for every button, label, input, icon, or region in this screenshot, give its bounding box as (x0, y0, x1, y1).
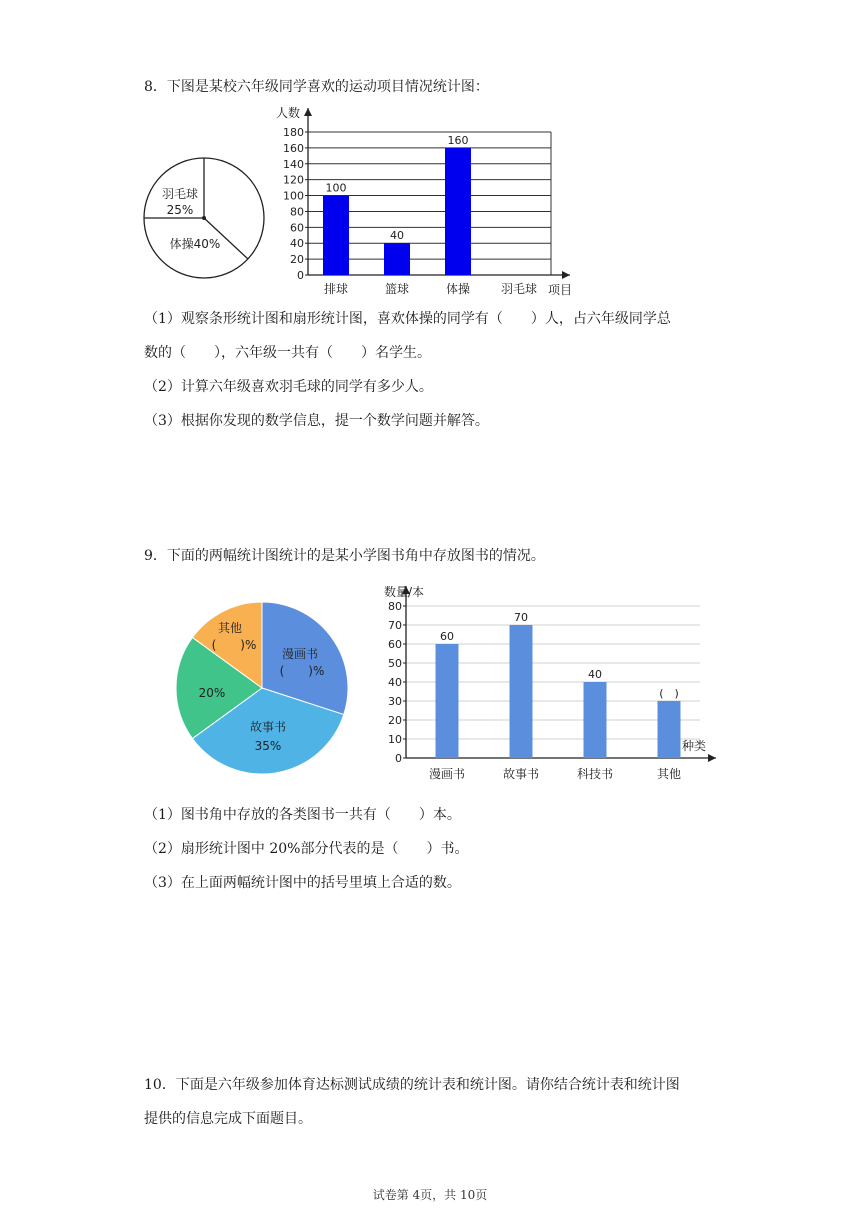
q9-bar-ylabel: 数量/本 (384, 585, 425, 599)
q9-pie-story-label: 故事书 (249, 720, 287, 734)
q9-bar-data-label: 70 (514, 611, 528, 624)
q9-bar-chart (370, 578, 720, 788)
q9-bar-bar (584, 682, 607, 758)
q8-bar-category-label: 体操 (445, 282, 471, 296)
q9-bar-data-label: ( ) (659, 687, 679, 700)
q8-pie-badminton-label: 羽毛球 (161, 187, 199, 201)
q9-pie-story-pct: 35% (254, 739, 282, 753)
q8-bar-xlabel: 项目 (548, 283, 573, 297)
q8-bar-y-axis-arrow (304, 108, 312, 116)
q8-bar-ytick-label: 0 (297, 269, 304, 282)
q9-pie-chart (172, 600, 352, 780)
q9-bar-ytick-label: 70 (388, 619, 402, 632)
q8-bar-ytick-label: 180 (283, 126, 304, 139)
q8-sub1-line2: 数的（ ），六年级一共有（ ）名学生。 (144, 345, 431, 361)
q8-pie-gym-label: 体操40% (169, 237, 221, 251)
q8-bar-chart (270, 100, 590, 300)
q9-bar-xlabel: 种类 (682, 739, 707, 753)
q8-bar-ylabel: 人数 (276, 106, 301, 120)
q9-bar-ytick-label: 50 (388, 657, 402, 670)
q8-bar-ytick-label: 140 (283, 157, 304, 171)
q8-bar-bar (323, 196, 349, 275)
q9-sub1: （1）图书角中存放的各类图书一共有（ ）本。 (144, 807, 461, 823)
q9-bar-category-label: 其他 (656, 767, 682, 781)
q8-bar-ytick-label: 120 (283, 173, 304, 187)
q8-bar-category-label: 篮球 (384, 282, 410, 296)
q8-bar-bar (384, 243, 410, 275)
q8-bar-ytick-label: 160 (283, 141, 304, 155)
q9-bar-x-axis-arrow (708, 754, 716, 762)
q9-bar-data-label: 60 (440, 630, 454, 643)
q9-title: 9．下面的两幅统计图统计的是某小学图书角中存放图书的情况。 (144, 548, 545, 564)
q8-sub3: （3）根据你发现的数学信息，提一个数学问题并解答。 (144, 413, 489, 429)
q9-pie-comic-label: 漫画书 (281, 647, 319, 661)
q8-bar-category-label: 排球 (323, 282, 349, 296)
q9-bar-ytick-label: 20 (388, 714, 402, 727)
q9-bar-ytick-label: 80 (388, 600, 402, 613)
q10-line1: 10．下面是六年级参加体育达标测试成绩的统计表和统计图。请你结合统计表和统计图 (144, 1077, 680, 1093)
q8-bar-data-label: 100 (325, 181, 347, 195)
q9-bar-ytick-label: 0 (395, 752, 402, 765)
q8-bar-data-label: 160 (447, 133, 469, 147)
q8-bar-data-label: 40 (390, 229, 404, 243)
q9-bar-category-label: 科技书 (576, 767, 614, 781)
q9-bar-bar (658, 701, 681, 758)
page-footer: 试卷第 4页，共 10页 (372, 1188, 488, 1202)
q9-sub2: （2）扇形统计图中 20%部分代表的是（ ）书。 (144, 841, 469, 857)
q9-sub3: （3）在上面两幅统计图中的括号里填上合适的数。 (144, 875, 461, 891)
q9-bar-bar (510, 625, 533, 758)
q8-bar-bar (445, 148, 471, 275)
q9-bar-data-label: 40 (588, 668, 602, 681)
q8-bar-ytick-label: 20 (290, 253, 304, 267)
q9-bar-category-label: 漫画书 (428, 767, 466, 781)
q8-sub2: （2）计算六年级喜欢羽毛球的同学有多少人。 (144, 379, 433, 395)
q9-bar-ytick-label: 30 (388, 695, 402, 708)
q9-pie-comic-blank: ( )% (279, 664, 325, 678)
q8-sub1-line1: （1）观察条形统计图和扇形统计图，喜欢体操的同学有（ ）人，占六年级同学总 (144, 311, 671, 327)
q8-pie-badminton-pct: 25% (166, 203, 194, 217)
q9-bar-bar (436, 644, 459, 758)
q8-bar-ytick-label: 100 (283, 189, 304, 203)
q8-bar-x-axis-arrow (562, 271, 570, 279)
q8-pie-chart (136, 148, 276, 288)
q9-pie-other-blank: ( )% (211, 638, 257, 652)
q9-pie-other-label: 其他 (217, 621, 243, 635)
q8-bar-ytick-label: 80 (290, 205, 304, 219)
q8-title: 8．下图是某校六年级同学喜欢的运动项目情况统计图： (144, 79, 489, 95)
q9-bar-ytick-label: 10 (388, 733, 402, 746)
q8-bar-ytick-label: 40 (290, 237, 304, 251)
q9-pie-unknown-pct: 20% (198, 686, 226, 700)
q8-bar-category-label: 羽毛球 (500, 282, 538, 296)
q9-bar-category-label: 故事书 (502, 767, 540, 781)
q9-bar-ytick-label: 40 (388, 676, 402, 689)
q9-bar-ytick-label: 60 (388, 638, 402, 651)
q10-line2: 提供的信息完成下面题目。 (144, 1111, 312, 1127)
q8-bar-ytick-label: 60 (290, 221, 304, 235)
